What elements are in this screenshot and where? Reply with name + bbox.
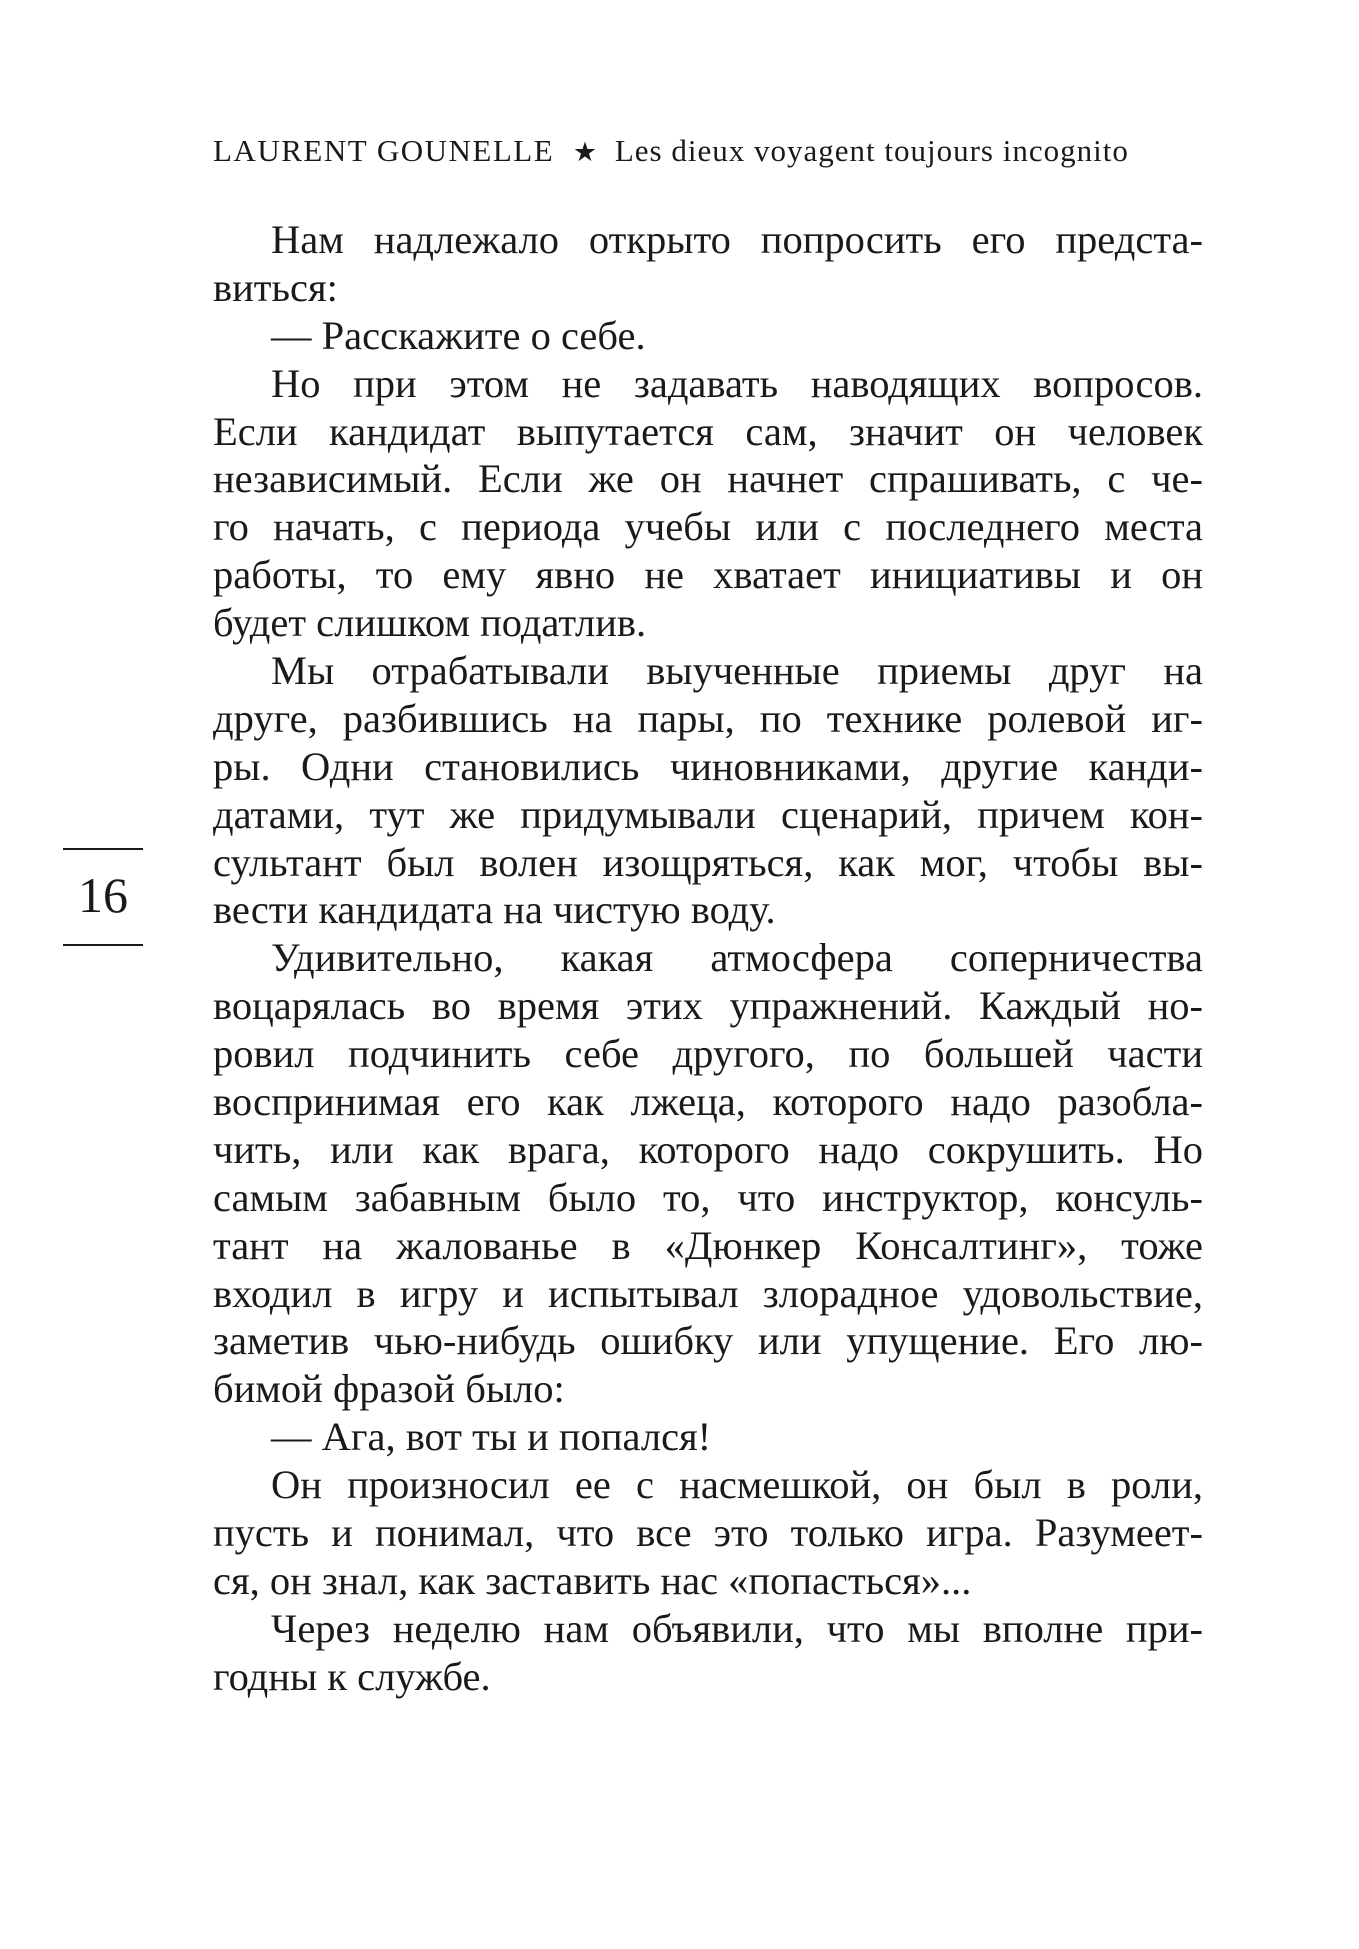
- page-number: 16: [78, 867, 128, 923]
- text-line: заметив чью-нибудь ошибку или упущение. Его лю-: [213, 1318, 1203, 1364]
- text-line: чить, или как врага, которого надо сокрушить. Но: [213, 1126, 1203, 1172]
- header-book-title: Les dieux voyagent toujours incognito: [614, 133, 1129, 168]
- text-line: ры. Одни становились чиновниками, другие канди-: [213, 743, 1203, 789]
- text-line: Удивительно, какая атмосфера соперничества: [271, 935, 1203, 981]
- text-line: — Ага, вот ты и попался!: [271, 1414, 712, 1460]
- header-author: LAURENT GOUNELLE: [213, 133, 555, 168]
- text-line: годны к службе.: [213, 1653, 491, 1699]
- text-line: виться:: [213, 264, 338, 310]
- text-line: воспринимая его как лжеца, которого надо разобла-: [213, 1079, 1203, 1125]
- text-line: Нам надлежало открыто попросить его предста-: [271, 217, 1203, 262]
- text-line: работы, то ему явно не хватает инициативы и он: [213, 552, 1203, 598]
- text-line: Мы отрабатывали выученные приемы друг на: [271, 648, 1203, 694]
- text-line: датами, тут же придумывали сценарий, причем кон-: [213, 791, 1203, 837]
- running-header: [213, 133, 1203, 169]
- text-line: Если кандидат выпутается сам, значит он человек: [213, 408, 1203, 454]
- text-line: — Расскажите о себе.: [271, 312, 646, 358]
- text-line: Через неделю нам объявили, что мы вполне при-: [271, 1605, 1203, 1651]
- text-line: ровил подчинить себе другого, по большей части: [213, 1031, 1203, 1077]
- text-line: пусть и понимал, что все это только игра. Разумеет-: [213, 1510, 1203, 1556]
- text-line: входил в игру и испытывал злорадное удовольствие,: [213, 1270, 1203, 1316]
- body-text: [213, 216, 1203, 1701]
- header-star-separator: ★: [572, 137, 599, 167]
- text-line: будет слишком податлив.: [213, 600, 647, 646]
- text-line: независимый. Если же он начнет спрашивать, с че-: [213, 456, 1203, 502]
- text-line: бимой фразой было:: [213, 1366, 565, 1412]
- text-line: самым забавным было то, что инструктор, консуль-: [213, 1174, 1203, 1220]
- page-number-box: [63, 848, 143, 946]
- text-line: сультант был волен изощряться, как мог, чтобы вы-: [213, 839, 1203, 885]
- text-line: ся, он знал, как заставить нас «попасться»...: [213, 1557, 972, 1603]
- text-line: друге, разбившись на пары, по технике ролевой иг-: [213, 695, 1203, 741]
- text-line: Он произносил ее с насмешкой, он был в роли,: [271, 1462, 1203, 1508]
- text-line: Но при этом не задавать наводящих вопросов.: [271, 360, 1203, 406]
- text-line: воцарялась во время этих упражнений. Каждый но-: [213, 983, 1203, 1029]
- text-line: тант на жалованье в «Дюнкер Консалтинг», тоже: [213, 1222, 1203, 1268]
- text-line: вести кандидата на чистую воду.: [213, 887, 776, 933]
- text-line: го начать, с периода учебы или с последнего места: [213, 504, 1203, 550]
